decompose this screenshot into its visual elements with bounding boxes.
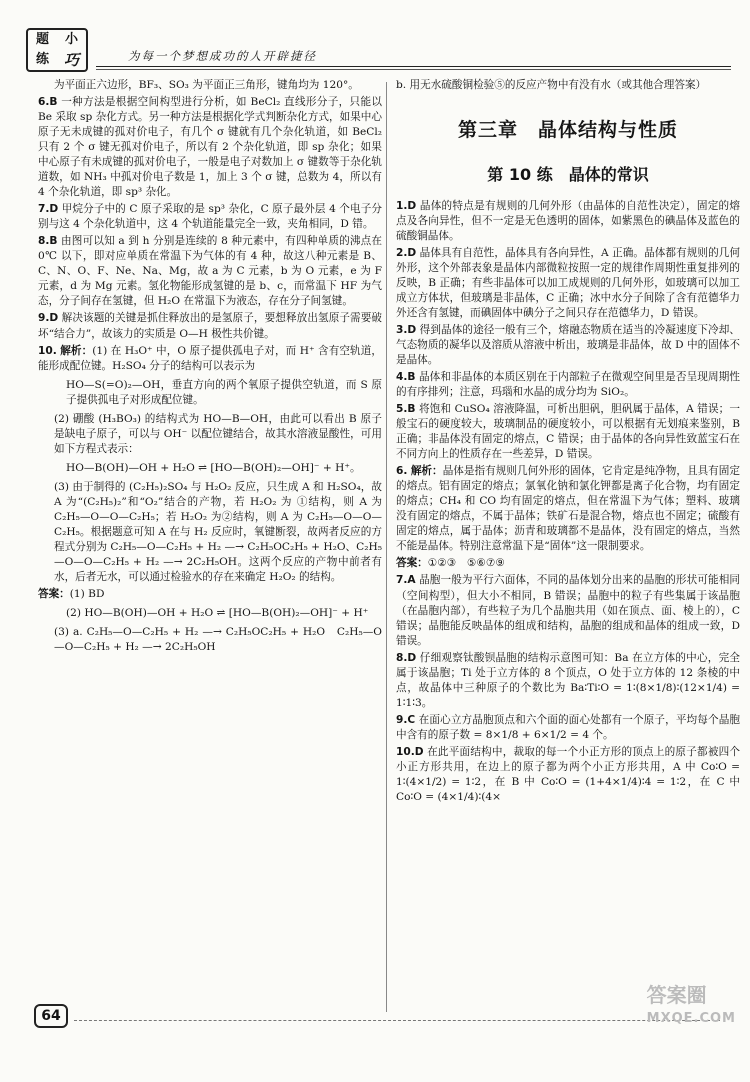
answer-item <box>396 464 740 554</box>
answer-text: ①②③ ⑤⑥⑦⑨ <box>427 557 505 570</box>
question-number: 1.D <box>396 199 417 212</box>
question-number: 8.B <box>38 235 58 248</box>
answer-text: 在面心立方晶胞顶点和六个面的面心处都有一个原子，平均每个晶胞中含有的原子数 = 8×1/8 + 6×1/2 = 4 个。 <box>396 713 741 741</box>
answer-text: (3) a. C₂H₅—O—C₂H₅ + H₂ —→ C₂H₅OC₂H₅ + H₂O C₂H₅—O—O—C₂H₅ + H₂ —→ 2C₂H₅OH <box>54 626 382 654</box>
right-column <box>396 78 740 807</box>
answer-item <box>396 199 740 244</box>
column-divider <box>386 82 387 1012</box>
question-number: 6.B <box>38 96 58 109</box>
answer-text: 得到晶体的途径一般有三个，熔融态物质在适当的冷凝速度下冷却、气态物质的凝华以及溶质从溶液中析出，玻璃是非晶体，故 D 中的固体不是晶体。 <box>396 323 741 367</box>
answer-item <box>38 78 382 93</box>
answer-item <box>38 95 382 200</box>
question-number: 8.D <box>396 651 417 664</box>
answer-item <box>396 323 740 368</box>
section-title: 第 10 练 晶体的常识 <box>487 165 649 184</box>
answer-item <box>38 202 382 232</box>
answer-item <box>38 412 382 457</box>
formula-line <box>38 378 382 408</box>
answer-text: 晶体和非晶体的本质区别在于内部粒子在微观空间里是否呈现周期性的有序排列；注意，玛瑙和水晶的成分均为 SiO₂。 <box>396 371 740 399</box>
page-header <box>26 28 731 78</box>
answer-item <box>396 745 740 805</box>
answer-text: 一种方法是根据空间构型进行分析，如 BeCl₂ 直线形分子，只能以 Be 采取 sp 杂化方式。另一种方法是根据化学式判断杂化方式，如果中心原子无未成键的孤对价电子，有几个 σ 键就有几个杂化轨道，如 BeCl₂ 只有 2 个 σ 键无孤对价电子，所以有 2 个杂化轨道，即 sp 杂化；如果中心原子有未成键的孤对价电子，一般是电子对数加上 σ 键数等于杂化轨道数，如 NH₃ 中孤对价电子数是 1，加上 3 个 σ 键，总数为 4，所以有 4 个杂化轨道，即 sp³ 杂化。 <box>38 96 382 199</box>
watermark-url: MXQE.COM <box>646 1010 736 1026</box>
answer-label: 答案： <box>38 588 70 600</box>
answer-item <box>396 573 740 648</box>
question-number: 2.D <box>396 246 417 259</box>
answer-label: 解析： <box>60 344 93 357</box>
question-number: 5.B <box>396 403 416 416</box>
answer-item <box>38 344 382 374</box>
chapter-title: 第三章 晶体结构与性质 <box>457 119 678 142</box>
answer-text: 仔细观察钛酸钡晶胞的结构示意图可知：Ba 在立方体的中心，完全属于该晶胞；Ti 处于立方体的 8 个顶点，O 处于立方体的 12 条棱的中点，故晶体中三种原子的个数比为 Ba∶Ti∶O = 1∶(8×1/8)∶(12×1/4) = 1∶1∶3。 <box>396 651 740 709</box>
answer-text: 晶体是指有规则几何外形的固体，它肯定是纯净物，且具有固定的熔点。铝有固定的熔点；氯氧化钠和氯化钾都是离子化合物，均有固定的熔点；CH₄ 和 CO 均有固定的熔点，但在常温下为气体；塑料、玻璃没有固定的熔点，不属于晶体；铁矿石是混合物，熔点也不固定；硫酸有固定的熔点，属于晶体；沥青和玻璃都不是晶体，没有固定的熔点，当然不能是晶体。特别注意常温下是“固体”这一限制要求。 <box>396 465 741 553</box>
question-number: 10. <box>38 344 57 357</box>
formula-line <box>38 606 382 621</box>
page-footer <box>30 983 750 1036</box>
logo-char: 题 <box>35 32 49 47</box>
answer-continuation: b. 用无水硫酸铜检验⑤的反应产物中有没有水（或其他合理答案） <box>396 79 707 91</box>
header-rule <box>96 66 731 67</box>
answer-text: 为平面正六边形，BF₃、SO₃ 为平面正三角形，键角均为 120°。 <box>54 79 359 91</box>
answer-item <box>38 311 382 341</box>
formula-line <box>38 461 382 476</box>
answer-item <box>396 556 740 571</box>
question-number: 9.C <box>396 713 416 726</box>
question-number: 9.D <box>38 312 59 325</box>
watermark <box>647 981 736 1028</box>
answer-text: 由图可以知 a 到 h 分别是连续的 8 种元素中，有四种单质的沸点在 0℃ 以下，即对应单质在常温下为气体的有 4 种，故这八种元素是 B、C、N、O、F、Ne、Na、Mg，故 a 为 C 元素，b 为 O 元素，e 为 F 元素，d 为 Mg 元素。氢化物能形成氢键的是 b、c，而常温下 HF 为气态，分子间存在氢键，但 H₂O 在常温下为液态，存在分子间氢键。 <box>38 235 382 308</box>
answer-text: 将饱和 CuSO₄ 溶液降温，可析出胆矾，胆矾属于晶体，A 错误；一般宝石的硬度较大，玻璃制品的硬度较小，可以根据有无划痕来鉴别，B 正确；非晶体没有固定的熔点，C 错误；由于晶体的各向异性致蓝宝石在不同方向上的性质存在一些差异，D 错误。 <box>396 403 740 461</box>
answer-item <box>38 234 382 309</box>
left-column <box>38 78 382 657</box>
answer-label: 解析： <box>410 465 443 478</box>
answer-text: 解决该题的关键是抓住释放出的是氢原子，要想释放出氢原子需要破坏“结合力”，故该力的实质是 O—H 极性共价键。 <box>38 312 383 340</box>
answer-text: (2) HO—B(OH)—OH + H₂O ⇌ [HO—B(OH)₂—OH]⁻ + H⁺ <box>66 607 369 620</box>
answer-item <box>38 587 382 602</box>
answer-item <box>38 625 382 655</box>
page-number: 64 <box>34 1004 68 1028</box>
question-number: 3.D <box>396 323 417 336</box>
answer-text: (2) 硼酸 (H₃BO₃) 的结构式为 HO—B—OH，由此可以看出 B 原子是缺电子原子，可以与 OH⁻ 以配位键结合，故其水溶液显酸性，可用如下方程式表示： <box>54 412 382 455</box>
question-number: 4.B <box>396 371 416 384</box>
answer-text: 甲烷分子中的 C 原子采取的是 sp³ 杂化，C 原子最外层 4 个电子分别与这 4 个杂化轨道中，这 4 个轨道能量完全一致，夹角相同，D 错。 <box>38 203 382 231</box>
question-number: 7.A <box>396 574 416 587</box>
watermark-text: 答案圈 <box>646 983 707 1008</box>
question-number: 7.D <box>38 203 59 216</box>
answer-item <box>396 246 740 321</box>
question-number: 10.D <box>396 745 424 758</box>
answer-item <box>396 651 740 711</box>
logo-char: 巧 <box>63 51 79 69</box>
answer-text: 在此平面结构中，裁取的每一个小正方形的顶点上的原子都被四个小正方形共用，在边上的原子都为两个小正方形共用，A 中 Co∶O = 1∶(4×1/2) = 1∶2，在 B 中 Co∶O = (1+4×1/4)∶4 = 1∶2，在 C 中 Co∶O = (4×1/4)∶(4× <box>396 745 740 803</box>
answer-text: 晶体具有自范性，晶体具有各向异性，A 正确。晶体都有规则的几何外形，这个外部表象是晶体内部微粒按照一定的规律作周期性重复排列的反映，B 正确；有些非晶体可以加工成规则的几何外形，如玻璃可以加工成立方体状，但玻璃是非晶体，C 正确；冰中水分子间除了含有范德华力外还含有氢键，而碘固体中碘分子之间只存在范德华力，D 错误。 <box>396 246 741 319</box>
logo-char: 小 <box>64 32 78 47</box>
answer-text: (3) 由于制得的 (C₂H₅)₂SO₄ 与 H₂O₂ 反应，只生成 A 和 H₂SO₄，故 A 为“(C₂H₅)₂”和“O₂”结合的产物，若 H₂O₂ 为 ①结构，则 A 为 C₂H₅—O—O—C₂H₅；若 H₂O₂ 为②结构，则 A 为 C₂H₅—O—O—C₂H₅。根据题意可知 A 在与 H₂ 反应时，氧键断裂，故两者反应的方程式分别为 C₂H₅—O—C₂H₅ + H₂ —→ C₂H₅OC₂H₅ + H₂O、C₂H₅—O—O—C₂H₅ + H₂ —→ 2C₂H₅OH。这两个反应的产物中前者有水，后者无水，可以通过检验水的存在来确定 H₂O₂ 的结构。 <box>54 480 382 583</box>
question-number: 6. <box>396 465 408 478</box>
answer-text: 晶胞一般为平行六面体，不同的晶体划分出来的晶胞的形状可能相同（空间构型），但大小不相同，B 错误；晶胞中的粒子有些集属于该晶胞（在晶胞内部），有些粒子为几个晶胞共用（如在顶点、面、棱上的），C 错误；晶胞能反映晶体的组成和结构，晶胞的组成和晶体的组成一致，D 错误。 <box>396 574 740 647</box>
answer-item <box>396 713 740 743</box>
answer-list <box>396 199 740 805</box>
answer-label: 答案： <box>396 557 428 570</box>
header-slogan: 为每一个梦想成功的人开辟捷径 <box>128 49 317 63</box>
answer-text: (1) BD <box>69 588 105 600</box>
answer-text: HO—S(=O)₂—OH，垂直方向的两个氧原子提供空轨道，而 S 原子提供孤电子对形成配位键。 <box>66 378 382 406</box>
answer-text: HO—B(OH)—OH + H₂O ⇌ [HO—B(OH)₂—OH]⁻ + H⁺。 <box>66 461 361 474</box>
answer-text: (1) 在 H₃O⁺ 中，O 原子提供孤电子对，而 H⁺ 含有空轨道，能形成配位键。H₂SO₄ 分子的结构可以表示为 <box>38 344 382 372</box>
answer-item <box>396 402 740 462</box>
logo-char: 练 <box>35 52 49 67</box>
book-logo <box>26 28 88 72</box>
header-rule <box>96 69 731 70</box>
answer-item <box>396 370 740 400</box>
footer-rule <box>74 1020 720 1021</box>
answer-text: 晶体的特点是有规则的几何外形（由晶体的自范性决定），固定的熔点及各向异性，但不一定是无色透明的固体，如紫黑色的碘晶体及蓝色的硫酸铜晶体。 <box>396 199 740 242</box>
answer-item <box>38 480 382 585</box>
